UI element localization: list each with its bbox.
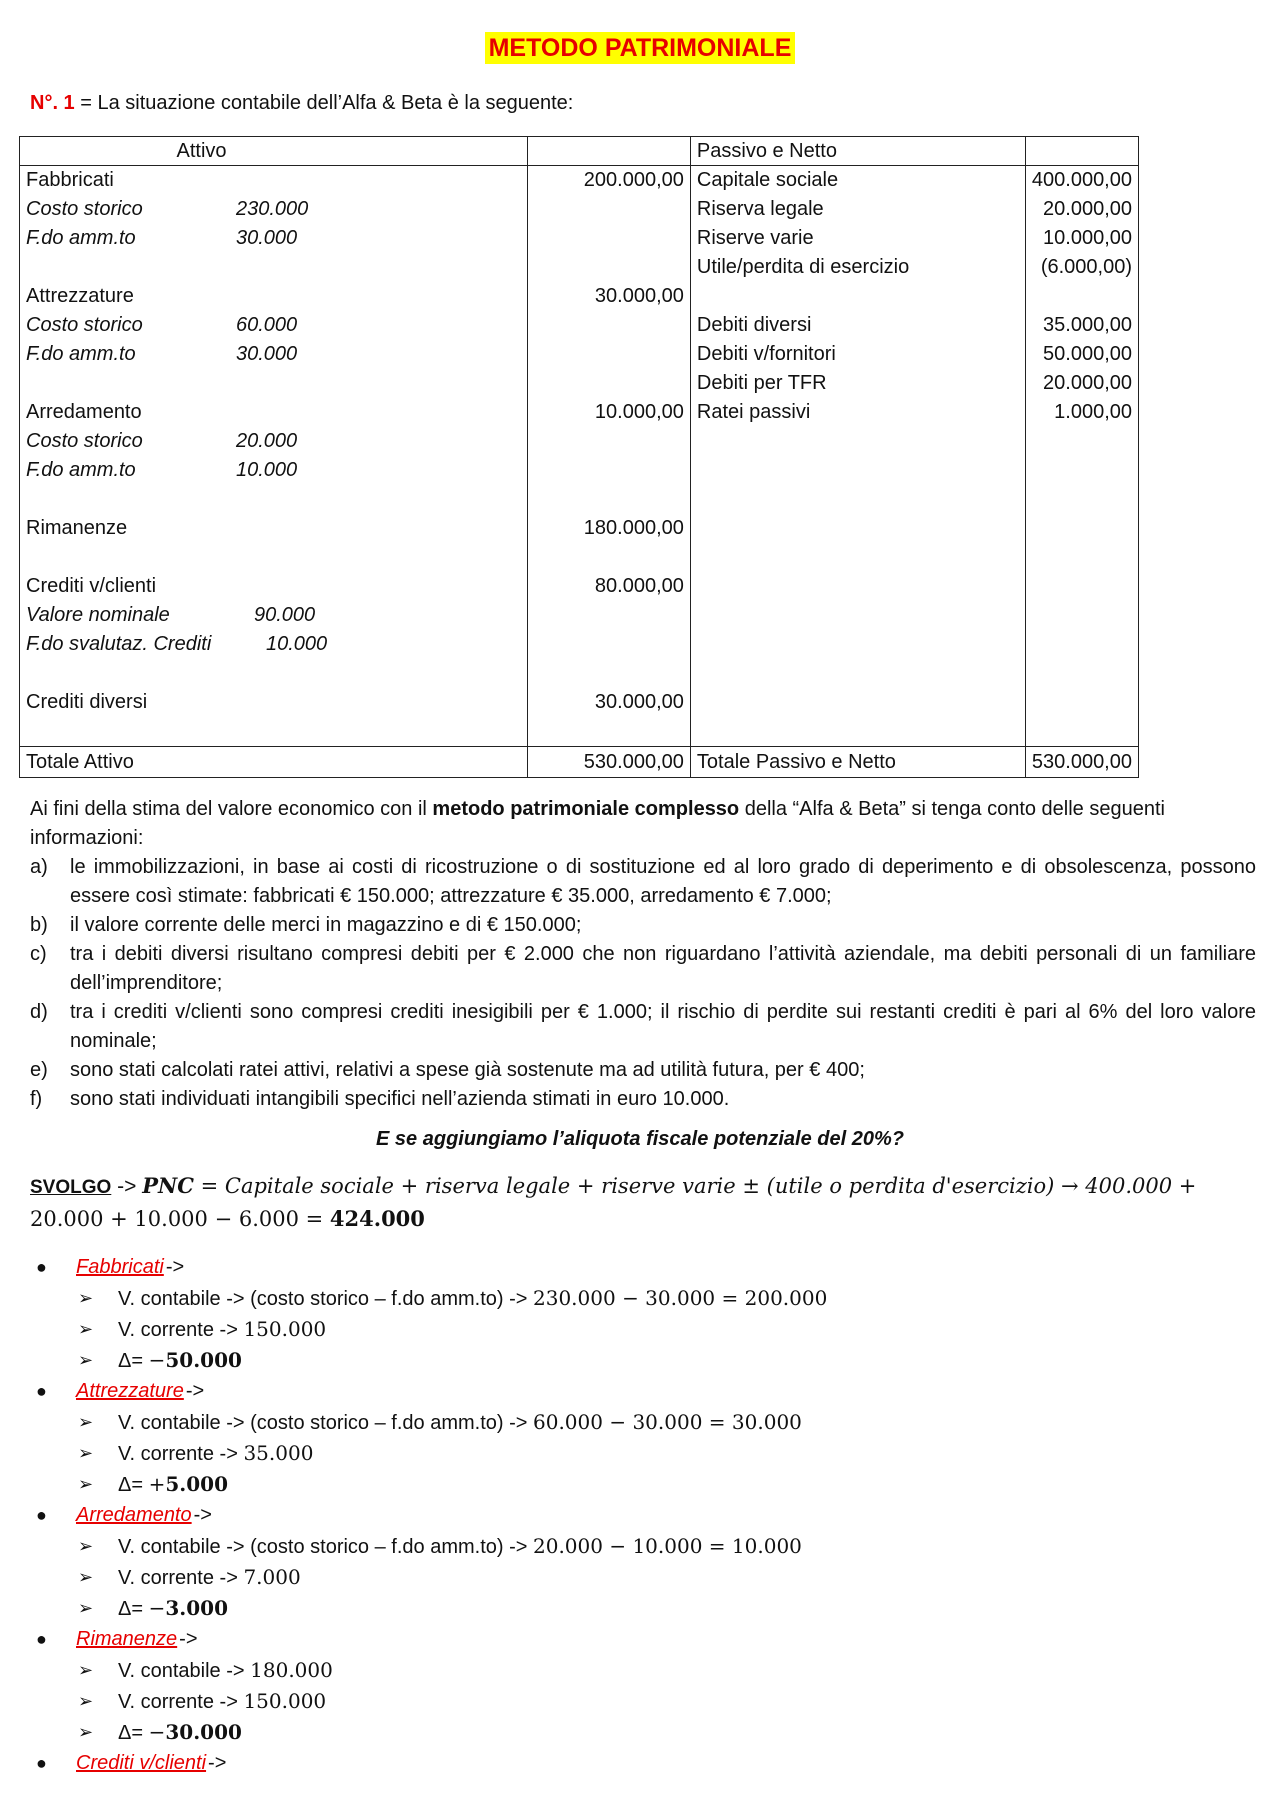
question-line: E se aggiungiamo l’aliquota fiscale potenziale del 20%? [376,1128,904,1150]
table-row [20,572,1139,601]
list-item-key: a) [30,856,48,878]
bullet-arrow: -> [185,1380,205,1402]
bullet-arrow: -> [208,1752,227,1774]
passivo-value: 400.000,00 [1025,166,1138,196]
attivo-value [528,224,691,253]
bullet-name: Fabbricati [76,1256,164,1278]
attivo-value [528,369,691,398]
table-row [20,282,1139,311]
attivo-cell [20,601,528,630]
sub-bullet-text: V. corrente -> 35.000 [118,1441,314,1465]
sub-value: 10.000 [236,459,298,481]
list-item-key: e) [30,1059,48,1081]
arrow-bullet-icon: ➢ [78,1412,94,1432]
attivo-sub [26,633,521,656]
attivo-cell [20,369,528,398]
attivo-cell [20,543,528,572]
passivo-cell [690,543,1025,572]
header-passivo: Passivo e Netto [690,137,1025,166]
sub-label: Costo storico [26,314,143,336]
total-cell: Totale Attivo [20,747,528,778]
sub-bullet-text: V. contabile -> (costo storico – f.do amm.to) -> 20.000 − 10.000 = 10.000 [118,1534,802,1558]
attivo-value: 200.000,00 [528,166,691,196]
sub-bullet-item [30,1438,1130,1469]
sub-label: Valore nominale [26,604,170,626]
pnc-symbol: PNC [142,1173,194,1198]
table-total-row [20,747,1139,778]
table-row [20,369,1139,398]
list-item [30,853,1256,911]
sub-bullet-item [30,1717,1130,1748]
passivo-cell [690,572,1025,601]
sub-bullet-item [30,1593,1130,1624]
bullet-dot-icon: ● [36,1257,47,1277]
passivo-cell: Ratei passivi [690,398,1025,427]
balance-sheet-table [19,136,1139,778]
passivo-cell: Riserva legale [690,195,1025,224]
attivo-sub [26,343,521,366]
attivo-cell: Crediti diversi [20,688,528,717]
passivo-cell: Debiti per TFR [690,369,1025,398]
arrow-bullet-icon: ➢ [78,1319,94,1339]
passivo-value [1025,630,1138,659]
passivo-value: 20.000,00 [1025,195,1138,224]
list-item-key: f) [30,1088,43,1110]
attivo-value [528,630,691,659]
arrow-bullet-icon: ➢ [78,1443,94,1463]
list-item [30,1056,1256,1085]
list-item-text: le immobilizzazioni, in base ai costi di ricostruzione o di sostituzione ed al loro grado di deperimento e di obsolescenza, possono essere così stimate: fabbricati € 150.000; attrezzature € 35.000, arredamento € 7.000; [70,856,1256,907]
sub-value: 10.000 [266,633,328,655]
pnc-formula-line2: 20.000 + 10.000 − 6.000 = [30,1207,330,1231]
passivo-cell: Capitale sociale [690,166,1025,196]
table-row [20,456,1139,485]
table-row [20,311,1139,340]
attivo-cell: Rimanenze [20,514,528,543]
page-title: METODO PATRIMONIALE [0,34,1280,63]
attivo-cell [20,427,528,456]
passivo-value: 1.000,00 [1025,398,1138,427]
header-attivo: Attivo [20,137,528,166]
passivo-cell [690,717,1025,747]
passivo-cell [690,427,1025,456]
attivo-sub [26,604,521,627]
list-item-text: sono stati calcolati ratei attivi, relativi a spese già sostenute ma ad utilità futura, per € 400; [70,1059,865,1081]
list-item [30,998,1256,1056]
passivo-value [1025,456,1138,485]
sub-label: F.do amm.to [26,343,136,365]
table-row [20,224,1139,253]
attivo-value: 10.000,00 [528,398,691,427]
sub-bullet-text: Δ= +5.000 [118,1472,229,1496]
passivo-value [1025,485,1138,514]
passivo-cell [690,688,1025,717]
passivo-value [1025,688,1138,717]
attivo-sub [26,459,521,482]
pnc-formula: = Capitale sociale + riserva legale + riserve varie ± (utile o perdita d'esercizio) → 400.000 + [193,1174,1197,1198]
bullet-item [30,1252,1130,1283]
sub-value: 230.000 [236,198,309,220]
sub-bullet-item [30,1655,1130,1686]
passivo-cell: Debiti v/fornitori [690,340,1025,369]
solution-formula: SVOLGO -> PNC = Capitale sociale + riserva legale + riserve varie ± (utile o perdita d'esercizio) → 400.000 + 20.000 + 10.000 − 6.000 = 424.000 [30,1173,1197,1231]
sub-bullet-text: V. contabile -> (costo storico – f.do amm.to) -> 60.000 − 30.000 = 30.000 [118,1410,802,1434]
passivo-value [1025,282,1138,311]
table-row [20,601,1139,630]
attivo-cell [20,224,528,253]
sub-bullet-text: Δ= −3.000 [118,1596,229,1620]
table-row [20,630,1139,659]
sub-value: 20.000 [236,430,298,452]
bullet-arrow: -> [193,1504,212,1526]
list-item [30,1085,1256,1114]
sub-value: 30.000 [236,343,298,365]
exercise-intro [30,92,573,115]
table-row [20,195,1139,224]
list-item-text: il valore corrente delle merci in magazzino e di € 150.000; [70,914,582,936]
sub-bullet-text: V. contabile -> (costo storico – f.do amm.to) -> 230.000 − 30.000 = 200.000 [118,1286,828,1310]
arrow-bullet-icon: ➢ [78,1350,94,1370]
table-row [20,659,1139,688]
passivo-value: 20.000,00 [1025,369,1138,398]
sub-label: F.do amm.to [26,227,136,249]
attivo-cell [20,195,528,224]
table-row [20,166,1139,196]
attivo-value [528,340,691,369]
table-row [20,485,1139,514]
bullet-name: Arredamento [76,1504,192,1526]
bullet-dot-icon: ● [36,1505,47,1525]
table-row [20,688,1139,717]
sub-bullet-item [30,1469,1130,1500]
attivo-value: 30.000,00 [528,282,691,311]
table-row [20,717,1139,747]
sub-bullet-text: V. corrente -> 7.000 [118,1565,301,1589]
list-item-key: c) [30,943,47,965]
attivo-value [528,456,691,485]
passivo-cell [690,282,1025,311]
info-paragraph: Ai fini della stima del valore economico con il metodo patrimoniale complesso della “Alfa & Beta” si tenga conto delle seguenti informazioni: [30,798,1165,849]
info-list [30,853,1256,1114]
passivo-value [1025,572,1138,601]
sub-bullet-text: V. contabile -> 180.000 [118,1658,333,1682]
passivo-value [1025,543,1138,572]
table-row [20,253,1139,282]
bullet-name: Attrezzature [76,1380,184,1402]
passivo-cell [690,601,1025,630]
attivo-value: 30.000,00 [528,688,691,717]
attivo-cell: Attrezzature [20,282,528,311]
sub-bullet-item [30,1407,1130,1438]
passivo-value: 50.000,00 [1025,340,1138,369]
table-row [20,427,1139,456]
arrow-bullet-icon: ➢ [78,1598,94,1618]
sub-bullet-item [30,1283,1130,1314]
attivo-sub [26,227,521,250]
list-item-text: tra i crediti v/clienti sono compresi crediti inesigibili per € 1.000; il rischio di perdite sui restanti crediti è pari al 6% del loro valore nominale; [70,1001,1256,1052]
list-item-text: tra i debiti diversi risultano compresi debiti per € 2.000 che non riguardano l’attività aziendale, ma debiti personali di un familiare dell’imprenditore; [70,943,1256,994]
solution-bullets [30,1252,1130,1779]
passivo-cell [690,485,1025,514]
passivo-value: 10.000,00 [1025,224,1138,253]
list-item [30,911,1256,940]
exercise-number: N°. 1 [30,92,75,114]
passivo-value [1025,601,1138,630]
header-blank-2 [1025,137,1138,166]
table-row [20,543,1139,572]
sub-bullet-item [30,1562,1130,1593]
attivo-value [528,717,691,747]
total-cell: 530.000,00 [528,747,691,778]
attivo-cell [20,340,528,369]
intro-text: = La situazione contabile dell’Alfa & Beta è la seguente: [74,92,574,114]
passivo-cell [690,514,1025,543]
attivo-value [528,601,691,630]
bullet-name: Rimanenze [76,1628,178,1650]
passivo-cell [690,630,1025,659]
table-row [20,340,1139,369]
passivo-value [1025,427,1138,456]
attivo-cell: Fabbricati [20,166,528,196]
pnc-result: 424.000 [329,1206,425,1231]
attivo-value [528,195,691,224]
total-cell: 530.000,00 [1025,747,1138,778]
passivo-cell [690,456,1025,485]
arrow-bullet-icon: ➢ [78,1474,94,1494]
attivo-value: 80.000,00 [528,572,691,601]
table-row [20,514,1139,543]
arrow-bullet-icon: ➢ [78,1536,94,1556]
passivo-value [1025,717,1138,747]
svolgo-label: SVOLGO [30,1177,112,1198]
table-row [20,398,1139,427]
sub-label: Costo storico [26,430,143,452]
attivo-cell [20,630,528,659]
arrow-bullet-icon: ➢ [78,1660,94,1680]
sub-value: 60.000 [236,314,298,336]
sub-bullet-item [30,1314,1130,1345]
bullet-dot-icon: ● [36,1381,47,1401]
attivo-cell [20,253,528,282]
attivo-cell: Arredamento [20,398,528,427]
attivo-sub [26,314,521,337]
passivo-value [1025,514,1138,543]
sub-bullet-item [30,1686,1130,1717]
passivo-cell: Utile/perdita di esercizio [690,253,1025,282]
table-header-row [20,137,1139,166]
attivo-sub [26,198,521,221]
attivo-cell [20,456,528,485]
passivo-value: 35.000,00 [1025,311,1138,340]
sub-bullet-text: V. corrente -> 150.000 [118,1689,327,1713]
attivo-sub [26,430,521,453]
bullet-arrow: -> [179,1628,198,1650]
total-cell: Totale Passivo e Netto [690,747,1025,778]
sub-bullet-item [30,1345,1130,1376]
sub-bullet-text: Δ= −50.000 [118,1348,242,1372]
sub-label: F.do amm.to [26,459,136,481]
bullet-item [30,1748,1130,1779]
attivo-cell [20,659,528,688]
attivo-cell [20,717,528,747]
sub-value: 90.000 [254,604,316,626]
list-item-key: b) [30,914,48,936]
passivo-cell: Debiti diversi [690,311,1025,340]
bullet-dot-icon: ● [36,1753,47,1773]
sub-bullet-item [30,1531,1130,1562]
passivo-value [1025,659,1138,688]
attivo-value [528,659,691,688]
bullet-item [30,1376,1130,1407]
passivo-cell [690,659,1025,688]
sub-value: 30.000 [236,227,298,249]
arrow-bullet-icon: ➢ [78,1691,94,1711]
bullet-dot-icon: ● [36,1629,47,1649]
list-item [30,940,1256,998]
arrow-bullet-icon: ➢ [78,1722,94,1742]
attivo-value [528,485,691,514]
attivo-value [528,253,691,282]
bullet-name: Crediti v/clienti [76,1752,207,1774]
attivo-cell: Crediti v/clienti [20,572,528,601]
sub-label: F.do svalutaz. Crediti [26,633,212,655]
attivo-value [528,427,691,456]
sub-bullet-text: V. corrente -> 150.000 [118,1317,327,1341]
arrow-bullet-icon: ➢ [78,1288,94,1308]
passivo-value: (6.000,00) [1025,253,1138,282]
passivo-cell: Riserve varie [690,224,1025,253]
attivo-cell [20,311,528,340]
bullet-item [30,1500,1130,1531]
list-item-text: sono stati individuati intangibili specifici nell’azienda stimati in euro 10.000. [70,1088,730,1110]
sub-label: Costo storico [26,198,143,220]
attivo-value [528,543,691,572]
list-item-key: d) [30,1001,48,1023]
bullet-arrow: -> [165,1256,185,1278]
attivo-value [528,311,691,340]
bullet-item [30,1624,1130,1655]
sub-bullet-text: Δ= −30.000 [118,1720,242,1744]
attivo-value: 180.000,00 [528,514,691,543]
header-blank-1 [528,137,691,166]
arrow-bullet-icon: ➢ [78,1567,94,1587]
attivo-cell [20,485,528,514]
